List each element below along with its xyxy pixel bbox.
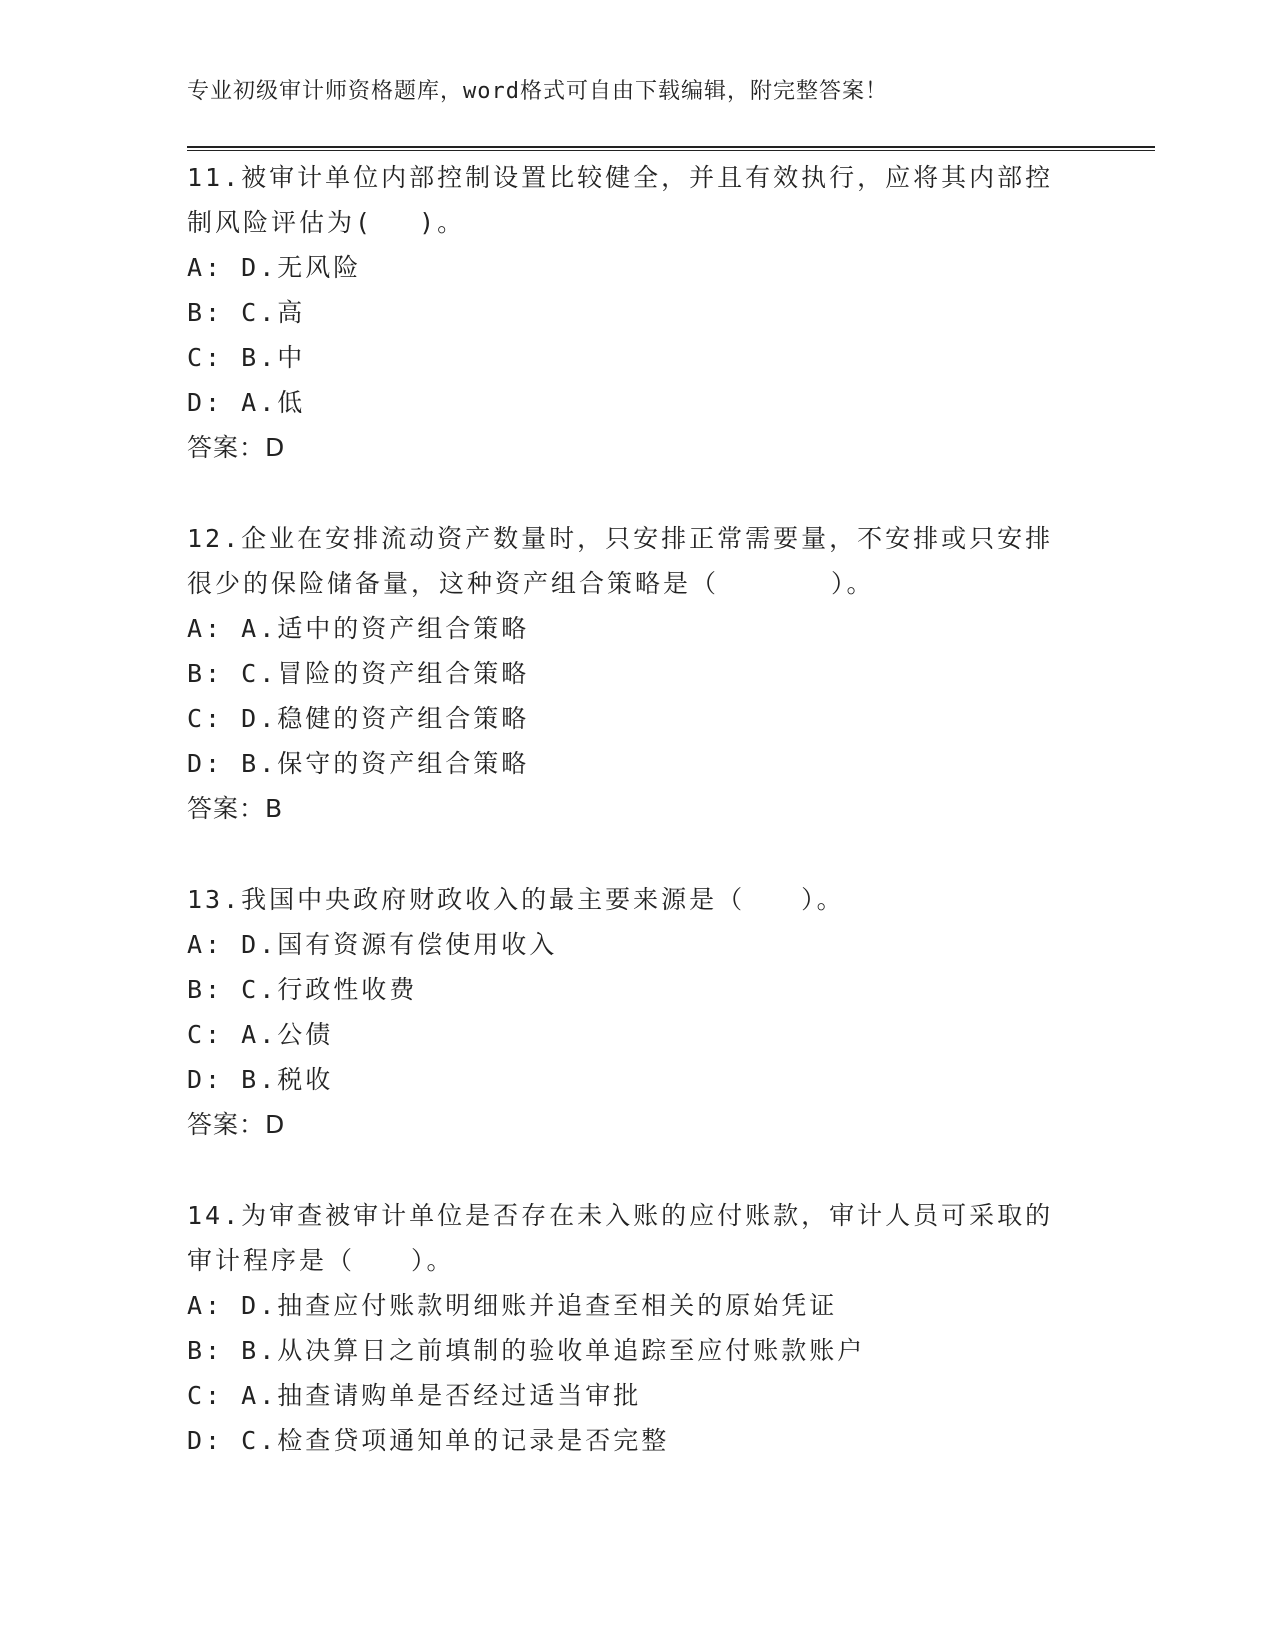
answer: 答案：B [187, 794, 284, 823]
page-header: 专业初级审计师资格题库，word格式可自由下载编辑，附完整答案！ [187, 79, 888, 104]
option-b: B: C.行政性收费 [187, 975, 418, 1004]
question-stem-line: 14.为审查被审计单位是否存在未入账的应付账款，审计人员可采取的 [187, 1201, 1054, 1230]
answer: 答案：D [187, 433, 286, 462]
option-a: A: D.无风险 [187, 253, 362, 282]
header-divider [187, 146, 1155, 151]
answer: 答案：D [187, 1110, 286, 1139]
question-stem-line: 12.企业在安排流动资产数量时，只安排正常需要量，不安排或只安排 [187, 524, 1054, 553]
option-d: D: B.保守的资产组合策略 [187, 749, 530, 778]
option-a: A: A.适中的资产组合策略 [187, 614, 530, 643]
question-14 [187, 1193, 1087, 1463]
option-c: C: D.稳健的资产组合策略 [187, 704, 530, 733]
option-b: B: B.从决算日之前填制的验收单追踪至应付账款账户 [187, 1336, 866, 1365]
option-a: A: D.国有资源有偿使用收入 [187, 930, 558, 959]
option-c: C: B.中 [187, 343, 306, 372]
question-13 [187, 877, 1087, 1147]
question-stem-line: 制风险评估为( )。 [187, 208, 466, 237]
question-list [187, 155, 1087, 1509]
question-stem-line: 11.被审计单位内部控制设置比较健全，并且有效执行，应将其内部控 [187, 163, 1054, 192]
question-stem-line: 很少的保险储备量，这种资产组合策略是（ ）。 [187, 569, 875, 598]
option-c: C: A.抽查请购单是否经过适当审批 [187, 1381, 642, 1410]
option-b: B: C.冒险的资产组合策略 [187, 659, 530, 688]
option-d: D: B.税收 [187, 1065, 334, 1094]
question-stem-line: 13.我国中央政府财政收入的最主要来源是（ ）。 [187, 885, 845, 914]
option-c: C: A.公债 [187, 1020, 334, 1049]
question-stem-line: 审计程序是（ ）。 [187, 1246, 455, 1275]
option-b: B: C.高 [187, 298, 306, 327]
question-11 [187, 155, 1087, 470]
option-d: D: C.检查贷项通知单的记录是否完整 [187, 1426, 670, 1455]
option-a: A: D.抽查应付账款明细账并追查至相关的原始凭证 [187, 1291, 838, 1320]
question-12 [187, 516, 1087, 831]
option-d: D: A.低 [187, 388, 306, 417]
